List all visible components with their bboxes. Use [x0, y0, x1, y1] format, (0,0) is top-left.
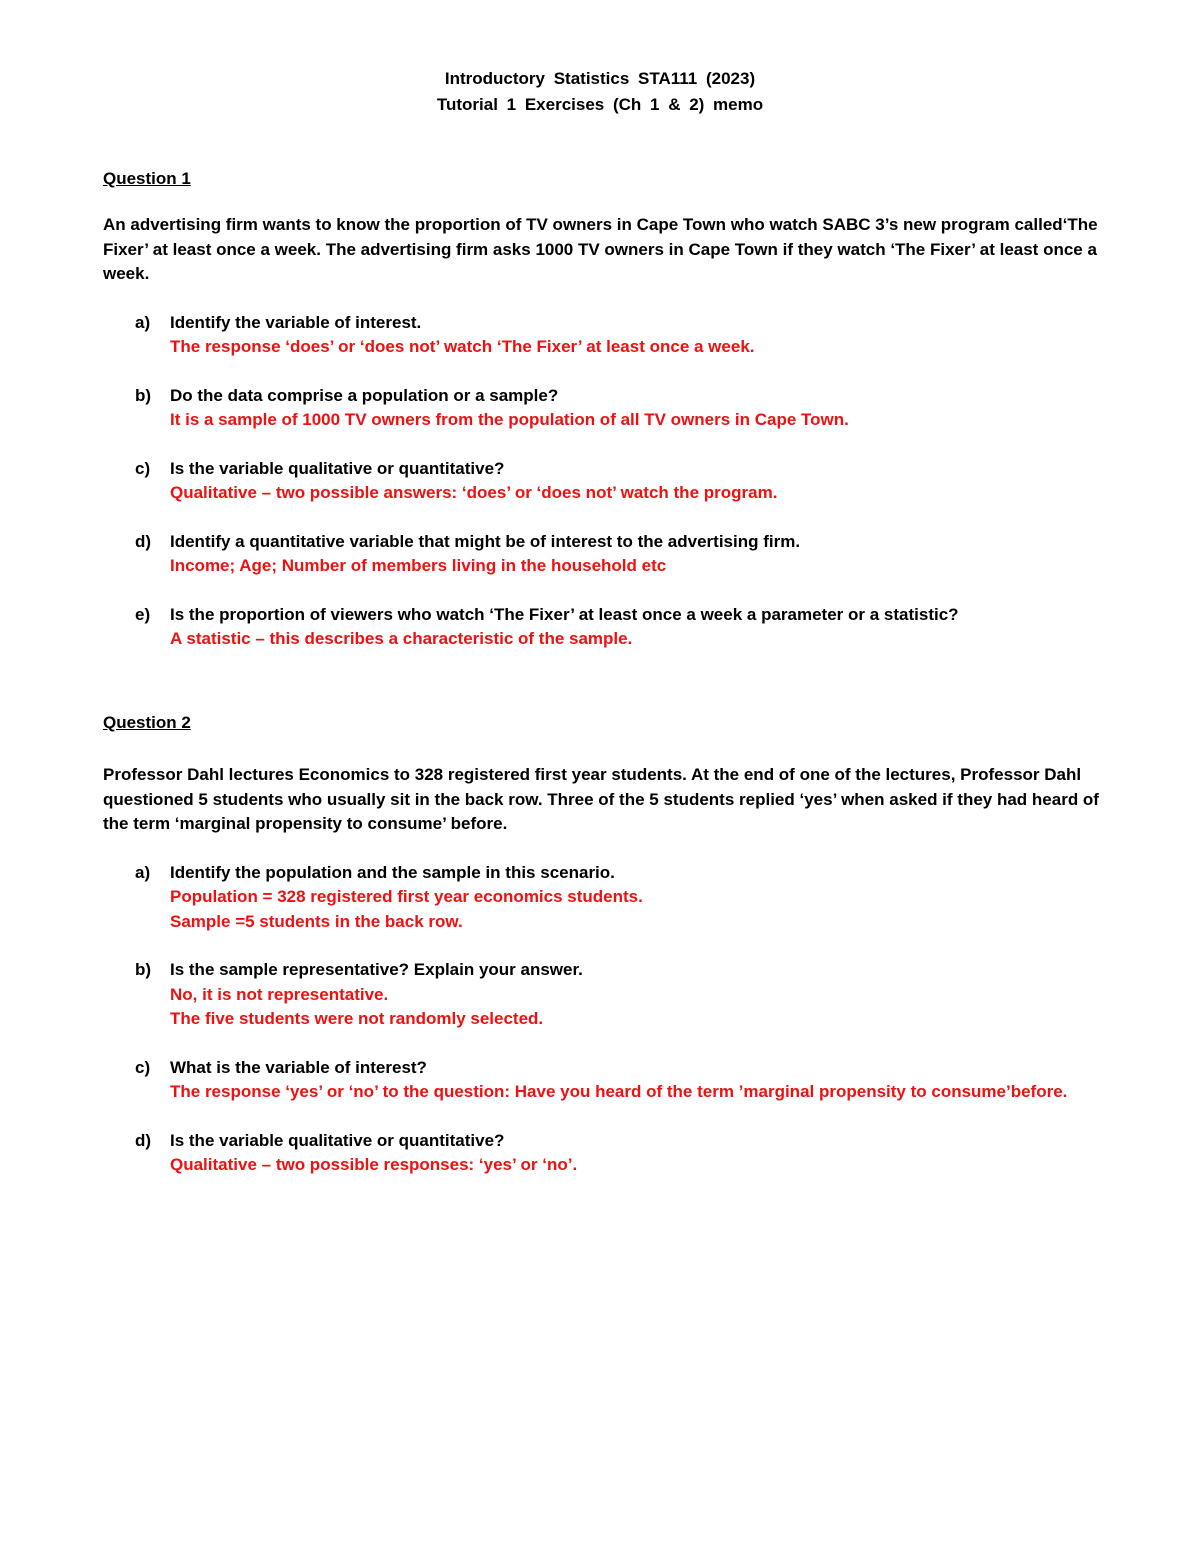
- question-1-items: [103, 311, 1123, 652]
- question-text: Is the proportion of viewers who watch ‘The Fixer’ at least once a week a parameter or a statistic?: [170, 604, 959, 624]
- answer-text: Qualitative – two possible responses: ‘yes’ or ‘no’.: [170, 1155, 578, 1174]
- question-1-heading: Question 1: [103, 169, 191, 188]
- answer-text: Sample =5 students in the back row.: [170, 911, 463, 931]
- answer-text: No, it is not representative.: [170, 984, 389, 1004]
- question-2-item-b: [103, 958, 1123, 1032]
- question-2-items: [103, 861, 1123, 1178]
- title-line-tutorial: Tutorial 1 Exercises (Ch 1 & 2) memo: [436, 95, 764, 114]
- question-1-item-b: [103, 384, 1123, 433]
- question-text: Is the sample representative? Explain your answer.: [170, 960, 583, 979]
- answer-text: The response ‘yes’ or ‘no’ to the question: Have you heard of the term ’marginal propensity to consume’before.: [170, 1082, 1068, 1101]
- question-2-section: [103, 711, 1123, 1202]
- item-letter: a): [135, 312, 151, 332]
- question-2-intro: Professor Dahl lectures Economics to 328 registered first year students. At the end of one of the lectures, Professor Dahl questioned 5 students who usually sit in the back row. Three of the 5 students replied ‘yes’ when asked if they had heard of the term ‘marginal propensity to consume’ before.: [103, 765, 1099, 833]
- answer-text: It is a sample of 1000 TV owners from the population of all TV owners in Cape Town.: [170, 410, 849, 429]
- question-text: Is the variable qualitative or quantitative?: [170, 458, 505, 478]
- question-1-section: [103, 167, 1123, 676]
- answer-text: A statistic – this describes a characteristic of the sample.: [170, 629, 633, 648]
- item-letter: b): [135, 960, 152, 979]
- question-1-item-a: [103, 311, 1123, 360]
- answer-text: Population = 328 registered first year economics students.: [170, 887, 643, 906]
- item-letter: b): [135, 385, 152, 405]
- document-title: [0, 66, 1200, 118]
- question-text: Identify the variable of interest.: [170, 312, 422, 332]
- question-1-item-c: [103, 457, 1123, 506]
- question-1-item-e: [103, 603, 1123, 652]
- question-2-item-d: [103, 1129, 1123, 1178]
- item-letter: d): [135, 1130, 152, 1150]
- question-text: Identify the population and the sample in this scenario.: [170, 862, 615, 882]
- question-text: Is the variable qualitative or quantitative?: [170, 1130, 505, 1150]
- item-letter: e): [135, 604, 151, 624]
- item-letter: c): [135, 1057, 151, 1077]
- answer-text: Qualitative – two possible answers: ‘does’ or ‘does not’ watch the program.: [170, 483, 778, 502]
- question-text: Identify a quantitative variable that might be of interest to the advertising firm.: [170, 531, 801, 551]
- title-line-course: Introductory Statistics STA111 (2023): [444, 69, 756, 88]
- item-letter: d): [135, 531, 152, 551]
- question-1-intro: An advertising firm wants to know the proportion of TV owners in Cape Town who watch SABC 3’s new program called‘The Fixer’ at least once a week. The advertising firm asks 1000 TV owners in Cape Town if they watch ‘The Fixer’ at least once a week.: [103, 215, 1098, 283]
- question-1-item-d: [103, 530, 1123, 579]
- question-2-heading: Question 2: [103, 713, 191, 732]
- item-letter: c): [135, 458, 151, 478]
- answer-text: Income; Age; Number of members living in the household etc: [170, 556, 667, 575]
- question-2-item-a: [103, 861, 1123, 935]
- answer-text: The five students were not randomly selected.: [170, 1009, 544, 1028]
- question-text: Do the data comprise a population or a sample?: [170, 385, 559, 405]
- question-text: What is the variable of interest?: [170, 1057, 427, 1077]
- answer-text: The response ‘does’ or ‘does not’ watch ‘The Fixer’ at least once a week.: [170, 337, 755, 356]
- question-2-item-c: [103, 1056, 1123, 1105]
- item-letter: a): [135, 862, 151, 882]
